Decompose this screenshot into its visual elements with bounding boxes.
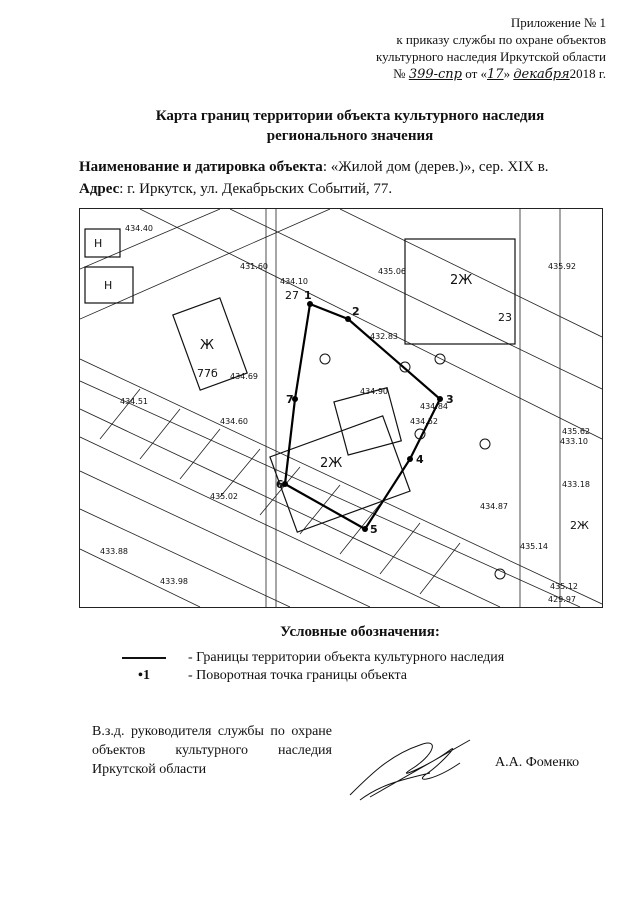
legend-title: Условные обозначения:: [280, 624, 440, 640]
svg-text:435.14: 435.14: [520, 542, 548, 551]
svg-text:433.88: 433.88: [100, 547, 128, 556]
svg-text:429.97: 429.97: [548, 595, 576, 604]
appendix-number: Приложение № 1: [510, 15, 606, 30]
object-info: [79, 156, 549, 200]
svg-text:434.90: 434.90: [360, 387, 388, 396]
svg-text:435.62: 435.62: [562, 427, 590, 436]
appendix-order-line: к приказу службы по охране объектов: [396, 32, 606, 47]
point-label-5: 5: [370, 523, 378, 536]
point-label-4: 4: [416, 453, 424, 466]
map-label-n2: Н: [104, 279, 113, 292]
cadastral-map-drawing: [80, 209, 602, 607]
svg-text:434.60: 434.60: [220, 417, 248, 426]
svg-text:435.06: 435.06: [378, 267, 406, 276]
svg-text:431.60: 431.60: [240, 262, 268, 271]
order-day-handwritten: 17: [487, 67, 504, 82]
svg-text:432.83: 432.83: [370, 332, 398, 341]
object-name-label: Наименование и датировка объекта: [79, 159, 323, 175]
map-label-2zh-b: 2Ж: [320, 456, 343, 471]
object-name-line: [79, 156, 549, 178]
svg-text:434.10: 434.10: [280, 277, 308, 286]
signatory-position: В.з.д. руководителя службы по охране объектов культурного наследия Иркутской области: [92, 724, 332, 777]
object-address-value: : г. Иркутск, ул. Декабрьских Событий, 77.: [119, 181, 393, 197]
map-label-77b: 77б: [197, 367, 218, 380]
boundary-map: [79, 208, 603, 608]
map-label-27: 27: [285, 289, 299, 302]
svg-text:434.84: 434.84: [420, 402, 448, 411]
object-name-value: : «Жилой дом (дерев.)», сер. XIX в.: [322, 159, 549, 175]
date-close-quote: »: [503, 66, 511, 81]
boundary-point-2: [345, 316, 351, 322]
legend-boundary-text: - Границы территории объекта культурного наследия: [188, 650, 505, 665]
point-label-1: 1: [304, 289, 312, 302]
order-year: 2018 г.: [569, 66, 606, 81]
point-label-7: 7: [286, 393, 294, 406]
appendix-authority-line: культурного наследия Иркутской области: [375, 49, 606, 64]
turning-point-symbol: •1: [138, 668, 150, 683]
svg-text:435.02: 435.02: [210, 492, 238, 501]
map-label-zh: Ж: [200, 338, 215, 353]
svg-text:435.12: 435.12: [550, 582, 578, 591]
map-label-23: 23: [498, 311, 512, 324]
signatory-name: А.А. Фоменко: [495, 755, 580, 770]
svg-text:434.40: 434.40: [125, 224, 153, 233]
title-line-1: Карта границ территории объекта культурного наследия: [155, 108, 545, 124]
map-label-2zh-a: 2Ж: [450, 273, 473, 288]
object-address-line: [79, 178, 549, 200]
legend-point-text: - Поворотная точка границы объекта: [188, 668, 407, 683]
svg-text:434.87: 434.87: [480, 502, 508, 511]
order-number-line: [376, 65, 606, 83]
order-month-handwritten: декабря: [513, 67, 570, 82]
point-label-3: 3: [446, 393, 454, 406]
map-label-n: Н: [94, 237, 103, 250]
document-title: [0, 106, 640, 146]
boundary-point-5: [362, 526, 368, 532]
legend-row-boundary: [100, 650, 504, 666]
boundary-line-symbol: [100, 657, 188, 659]
date-from: от «: [465, 66, 488, 81]
number-sign: №: [393, 66, 406, 81]
svg-text:433.10: 433.10: [560, 437, 588, 446]
svg-text:433.18: 433.18: [562, 480, 590, 489]
boundary-point-4: [407, 456, 413, 462]
map-label-2zh-c: 2Ж: [570, 519, 589, 532]
handwritten-signature: [340, 725, 480, 805]
order-number-handwritten: 399-спр: [408, 67, 462, 82]
appendix-header: [376, 14, 606, 83]
svg-text:434.69: 434.69: [230, 372, 258, 381]
title-line-2: регионального значения: [266, 128, 434, 144]
svg-text:433.98: 433.98: [160, 577, 188, 586]
svg-text:434.52: 434.52: [410, 417, 438, 426]
object-address-label: Адрес: [79, 181, 120, 197]
point-label-2: 2: [352, 305, 360, 318]
legend-row-point: [100, 668, 407, 684]
point-label-6: 6: [276, 478, 284, 491]
svg-text:434.51: 434.51: [120, 397, 148, 406]
elevation-marks: [100, 224, 590, 604]
svg-text:435.92: 435.92: [548, 262, 576, 271]
